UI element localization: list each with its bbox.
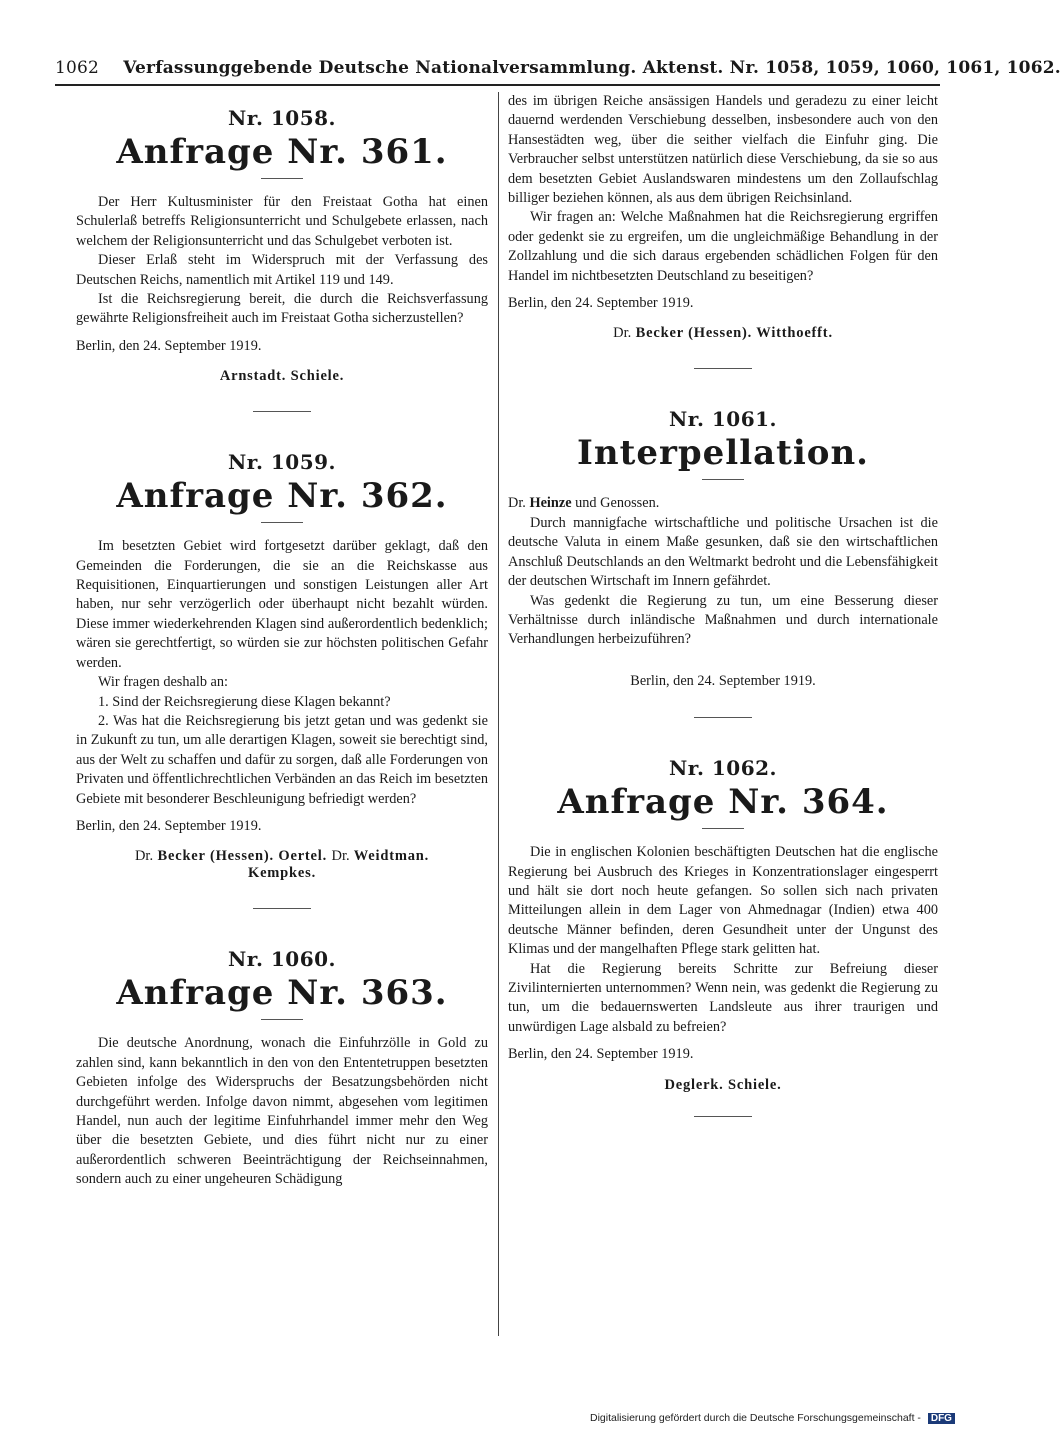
section-title: Anfrage Nr. 364. <box>557 782 889 823</box>
signature <box>508 325 938 342</box>
paragraph: Hat die Regierung bereits Schritte zur Befreiung dieser Zivilinternierten unternommen? Wenn nein, was gedenkt die Regierung zu tun, um die bedauernswerten Landsleute aus ihrer traurigen und unwürdigen Lage alsbald zu befreien? <box>508 960 938 1035</box>
footer-text: Digitalisierung gefördert durch die Deutsche Forschungsgemeinschaft - <box>590 1412 921 1424</box>
signature-name: Kempkes. <box>247 865 317 882</box>
paragraph: Ist die Reichsregierung bereit, die durch die Reichsverfassung gewährte Religionsfreiheit auch im Freistaat Gotha sicherzustellen? <box>76 291 488 327</box>
paragraph: 1. Sind der Reichsregierung diese Klagen bekannt? <box>98 693 391 710</box>
section-title: Anfrage Nr. 361. <box>116 132 448 172</box>
date-line: Berlin, den 24. September 1919. <box>630 672 816 689</box>
right-column <box>508 92 938 1155</box>
interpellation-intro <box>508 494 938 513</box>
column-divider <box>498 92 499 1336</box>
section-number: Nr. 1058. <box>227 106 337 130</box>
date-line: Berlin, den 24. September 1919. <box>508 1046 694 1063</box>
signature-name: Witthoefft. <box>756 325 833 342</box>
paragraph: Die in englischen Kolonien beschäftigten Deutschen hat die englische Regierung bei Ausbruch des Krieges in Konzentrationslager eingesperrt und hält sie dort noch heute gefangen. So sollen sich nach privaten Mitteilungen allein in dem Lager von Ahmednagar (Indien) etwa 400 deutsche Männer befinden, deren Gesundheit unter der Ungunst des Klimas und der mangelhaften Pflege stark gelitten hat. <box>508 844 938 958</box>
digitization-footer <box>590 1412 990 1424</box>
paragraph: Der Herr Kultusminister für den Freistaat Gotha hat einen Schulerlaß betreffs Religionsunterricht und Schulgebete erlassen, nach welchem der Religionsunterricht und das Schulgebet verboten ist. <box>76 194 488 249</box>
section-title: Interpellation. <box>577 433 869 474</box>
section-separator <box>253 411 311 412</box>
section-number: Nr. 1061. <box>668 407 778 432</box>
paragraph: Wir fragen deshalb an: <box>98 674 229 691</box>
section-1060-continued <box>508 92 938 342</box>
title-rule <box>702 479 744 480</box>
dfg-logo: DFG <box>928 1413 955 1424</box>
signature <box>76 848 488 882</box>
intro-title: Dr. <box>508 495 526 512</box>
paragraph: Wir fragen an: Welche Maßnahmen hat die Reichsregierung ergriffen oder gedenkt sie zu ergreifen, um die ungleichmäßige Behandlung in der Zollzahlung und die sich daraus ergebenden schädlichen Folgen für den Handel im nichtbesetzten Deutschland zu beseitigen? <box>508 209 938 284</box>
section-1062 <box>508 756 938 1093</box>
signature-name: Becker (Hessen). <box>157 848 274 865</box>
running-title: Verfassunggebende Deutsche Nationalversammlung. Aktenst. Nr. 1058, 1059, 1060, 1061, 1062. <box>123 58 1061 78</box>
signature-name: Oertel. <box>278 848 328 865</box>
signature-title: Dr. <box>613 325 632 342</box>
section-title: Anfrage Nr. 363. <box>116 973 448 1014</box>
title-rule <box>702 828 744 829</box>
signature: Deglerk. Schiele. <box>664 1076 782 1093</box>
running-header <box>55 58 1061 78</box>
title-rule <box>261 1019 303 1020</box>
signature-title: Dr. <box>134 848 154 865</box>
section-1059 <box>76 450 488 882</box>
signature: Arnstadt. Schiele. <box>219 368 345 385</box>
date-line: Berlin, den 24. September 1919. <box>76 337 262 354</box>
section-separator <box>253 908 311 909</box>
paragraph: Die deutsche Anordnung, wonach die Einfuhrzölle in Gold zu zahlen sind, kann bekanntlich in den von den Ententetruppen besetzten Gebieten infolge des Widerspruchs der Besatzungsbehörden nicht durchgeführt werden. Infolge davon nimmt, abgesehen vom legitimen Handel, nun auch der legitime Einfuhrhandel immer mehr den Weg über die besetzten Gebiete, und dies führt nicht nur zu einer außerordentlich schweren Beeinträchtigung der Reichseinnahmen, sondern auch zu einer ungeheuren Schädigung <box>76 1035 488 1188</box>
signature-name: Weidtman. <box>353 848 430 865</box>
signature-name: Becker (Hessen). <box>635 325 753 342</box>
signature-title: Dr. <box>331 848 350 865</box>
left-column <box>76 92 488 1190</box>
section-number: Nr. 1060. <box>227 947 337 972</box>
intro-rest: und Genossen. <box>575 495 660 512</box>
section-title: Anfrage Nr. 362. <box>116 476 448 517</box>
section-1061 <box>508 407 938 691</box>
paragraph: 2. Was hat die Reichsregierung bis jetzt getan und was gedenkt sie in Zukunft zu tun, um alle derartigen Klagen, soweit sie berechtigt sind, aus der Welt zu schaffen und dafür zu sorgen, daß alle Forderungen von Privaten und öffentlichrechtlichen Verbänden an das Reich im besetzten Gebiete mit besonderer Beschleunigung befriedigt werden? <box>76 712 488 807</box>
section-number: Nr. 1062. <box>668 756 778 781</box>
date-line: Berlin, den 24. September 1919. <box>76 817 262 834</box>
intro-name: Heinze <box>529 495 572 512</box>
section-separator <box>694 1116 752 1117</box>
paragraph: Im besetzten Gebiet wird fortgesetzt darüber geklagt, daß den Gemeinden die Forderungen, die sie an die Reichskasse aus Requisitionen, Einquartierungen und sonstigen Leistungen aller Art haben, nur sehr verzögerlich oder überhaupt nicht bezahlt würden. Diese immer wiederkehrenden Klagen sind außerordentlich bedenklich; wären sie gerechtfertigt, so würden sie zur höchsten politischen Gefahr werden. <box>76 538 488 671</box>
date-line: Berlin, den 24. September 1919. <box>508 295 694 312</box>
title-rule <box>261 522 303 523</box>
paragraph: Dieser Erlaß steht im Widerspruch mit der Verfassung des Deutschen Reichs, namentlich mit Artikel 119 und 149. <box>76 252 488 288</box>
title-rule <box>261 178 303 179</box>
section-1058 <box>76 106 488 385</box>
section-number: Nr. 1059. <box>227 450 337 475</box>
header-rule <box>55 84 940 86</box>
section-separator <box>694 717 752 718</box>
paragraph: Was gedenkt die Regierung zu tun, um eine Besserung dieser Verhältnisse durch inländische Maßnahmen und durch internationale Verhandlungen herbeizuführen? <box>508 592 938 648</box>
section-separator <box>694 368 752 369</box>
paragraph: Durch mannigfache wirtschaftliche und politische Ursachen ist die deutsche Valuta in einem Maße gesunken, daß sie den wirtschaftlichen Anschluß Deutschlands an den Weltmarkt bedroht und die Lebensfähigkeit der deutschen Wirtschaft im Innern gefährdet. <box>508 514 938 590</box>
page-number: 1062 <box>55 58 100 78</box>
section-1060 <box>76 947 488 1189</box>
paragraph: des im übrigen Reiche ansässigen Handels und geradezu zu einer leicht dauernd werdenden Verschiebung desselben, insbesondere auch von den Hansestädten weg, über die seither vielfach die Einfuhr ging. Die Verbraucher selbst unterstützen natürlich diese Verschiebung, da sie so aus dem besetzten Gebiet Auslandswaren mindestens um den Zollaufschlag billiger beziehen können, als aus dem übrigen Reichsinland. <box>508 93 938 207</box>
